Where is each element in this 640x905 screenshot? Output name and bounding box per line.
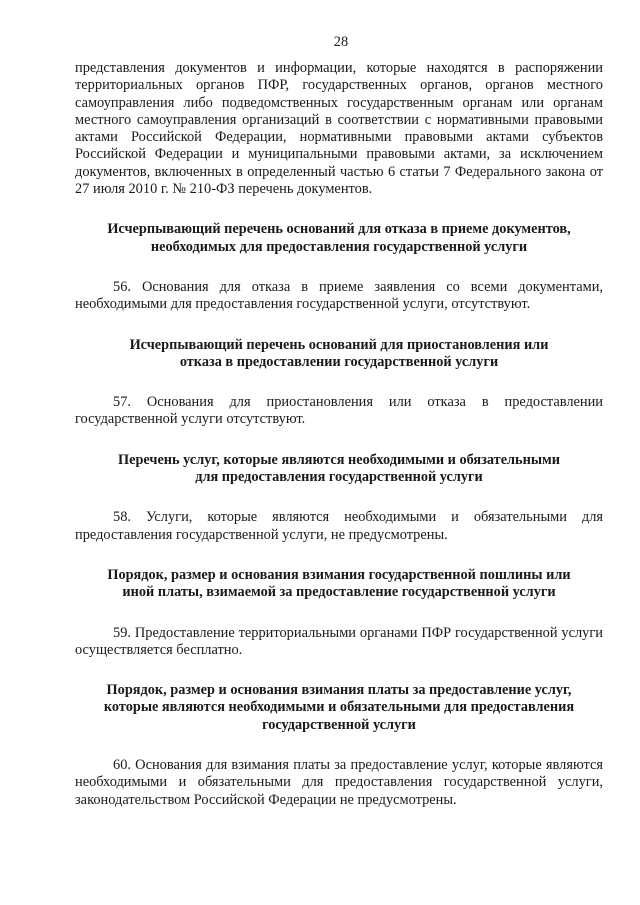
heading-line: Перечень услуг, которые являются необходимыми и обязательными — [117, 451, 560, 468]
section-heading-state-fee — [75, 567, 603, 602]
heading-line: Исчерпывающий перечень оснований для отказа в приеме документов, — [107, 221, 571, 238]
section-heading-service-fee — [75, 682, 603, 734]
page-number: 28 — [333, 34, 349, 50]
section-heading-required-services — [75, 452, 603, 487]
heading-line: иной платы, взимаемой за предоставление государственной услуги — [122, 584, 556, 601]
heading-line: Порядок, размер и основания взимания государственной пошлины или — [107, 566, 571, 583]
section-heading-refusal-acceptance — [75, 221, 603, 256]
heading-line: которые являются необходимыми и обязательными для предоставления — [103, 699, 575, 716]
paragraph-58: 58. Услуги, которые являются необходимыми и обязательными для предоставления государственной услуги, не предусмотрены. — [75, 509, 603, 543]
paragraph-56: 56. Основания для отказа в приеме заявления со всеми документами, необходимыми для предоставления государственной услуги, отсутствуют. — [75, 278, 603, 313]
section-heading-suspension-refusal — [75, 337, 603, 372]
heading-line: государственной услуги — [262, 716, 416, 733]
paragraph-60: 60. Основания для взимания платы за предоставление услуг, которые являются необходимыми и обязательными для предоставления государственной услуги, законодательством Российской Федерации не предусмотрены. — [75, 757, 603, 808]
heading-line: Порядок, размер и основания взимания платы за предоставление услуг, — [106, 682, 572, 699]
paragraph-57: 57. Основания для приостановления или отказа в предоставлении государственной услуги отсутствуют. — [75, 394, 603, 428]
heading-line: необходимых для предоставления государственной услуги — [150, 238, 528, 255]
heading-line: отказа в предоставлении государственной услуги — [179, 353, 499, 370]
heading-line: для предоставления государственной услуги — [195, 469, 483, 486]
intro-paragraph: представления документов и информации, которые находятся в распоряжении территориальных органов ПФР, государственных органов, органов местного самоуправления либо подведомственных государственным органам или органам местного самоуправления организаций в соответствии с нормативными правовыми актами Российской Федерации, нормативными правовыми актами субъектов Российской Федерации и муниципальными правовыми актами, за исключением документов, включенных в определенный частью 6 статьи 7 Федерального закона от 27 июля 2010 г. № 210-ФЗ перечень документов. — [75, 60, 603, 198]
paragraph-59: 59. Предоставление территориальными органами ПФР государственной услуги осуществляется бесплатно. — [75, 624, 603, 658]
heading-line: Исчерпывающий перечень оснований для приостановления или — [129, 336, 549, 353]
